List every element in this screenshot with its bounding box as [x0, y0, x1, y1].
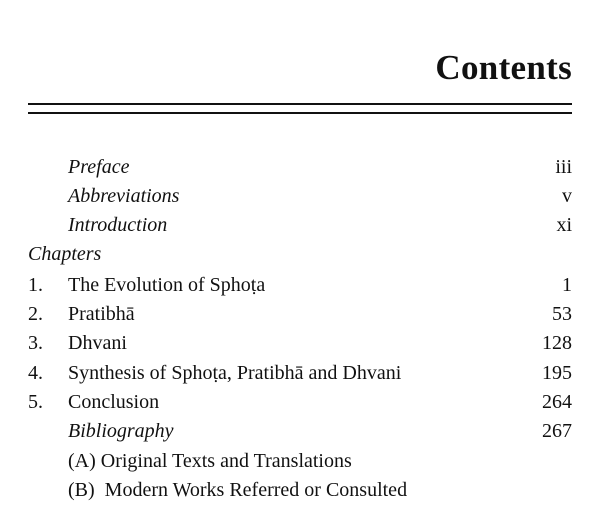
toc-entry-label: Introduction [68, 214, 168, 236]
chapter-number: 3. [28, 332, 43, 354]
toc-entry-label: (B) Modern Works Referred or Consulted [68, 479, 408, 501]
chapters-heading [28, 241, 572, 267]
toc-subentry-original-texts[interactable] [28, 448, 572, 474]
toc-entry-label: Abbreviations [68, 185, 180, 207]
toc-entry-label: (A) Original Texts and Translations [68, 450, 352, 472]
toc-entry-label: Bibliography [68, 420, 174, 442]
toc-entry-page: 195 [542, 362, 572, 384]
chapter-number: 2. [28, 303, 43, 325]
toc-entry-label: Preface [68, 156, 130, 178]
toc-entry-page: 128 [542, 332, 572, 354]
toc-entry-label: Synthesis of Sphoṭa, Pratibhā and Dhvani [68, 362, 402, 384]
toc-entry-page: iii [555, 156, 572, 178]
toc-entry-preface[interactable] [28, 154, 572, 180]
toc-entry-page: xi [556, 214, 572, 236]
toc-entry-page: 264 [542, 391, 572, 413]
toc-entry-chapter-5[interactable] [28, 389, 572, 415]
title-rule-top [28, 103, 572, 105]
chapter-number: 5. [28, 391, 43, 413]
page-title: Contents [435, 48, 572, 87]
toc-entry-bibliography[interactable] [28, 418, 572, 444]
toc-entry-chapter-2[interactable] [28, 301, 572, 327]
toc-entry-introduction[interactable] [28, 212, 572, 238]
toc-entry-page: 53 [552, 303, 572, 325]
toc-entry-chapter-3[interactable] [28, 330, 572, 356]
chapter-number: 1. [28, 274, 43, 296]
toc-entry-label: Conclusion [68, 391, 160, 413]
title-rule-bottom [28, 112, 572, 114]
toc-entry-label: Dhvani [68, 332, 127, 354]
toc-entry-label: Pratibhā [68, 303, 135, 325]
toc-entry-page: 1 [562, 274, 572, 296]
chapters-heading-label: Chapters [28, 243, 102, 265]
toc-entry-page: 267 [542, 420, 572, 442]
toc-entry-page: v [562, 185, 572, 207]
chapter-number: 4. [28, 362, 43, 384]
toc-subentry-modern-works[interactable] [28, 477, 572, 503]
toc-entry-chapter-4[interactable] [28, 360, 572, 386]
toc-entry-chapter-1[interactable] [28, 272, 572, 298]
toc-entry-label: The Evolution of Sphoṭa [68, 274, 266, 296]
toc-entry-abbreviations[interactable] [28, 183, 572, 209]
